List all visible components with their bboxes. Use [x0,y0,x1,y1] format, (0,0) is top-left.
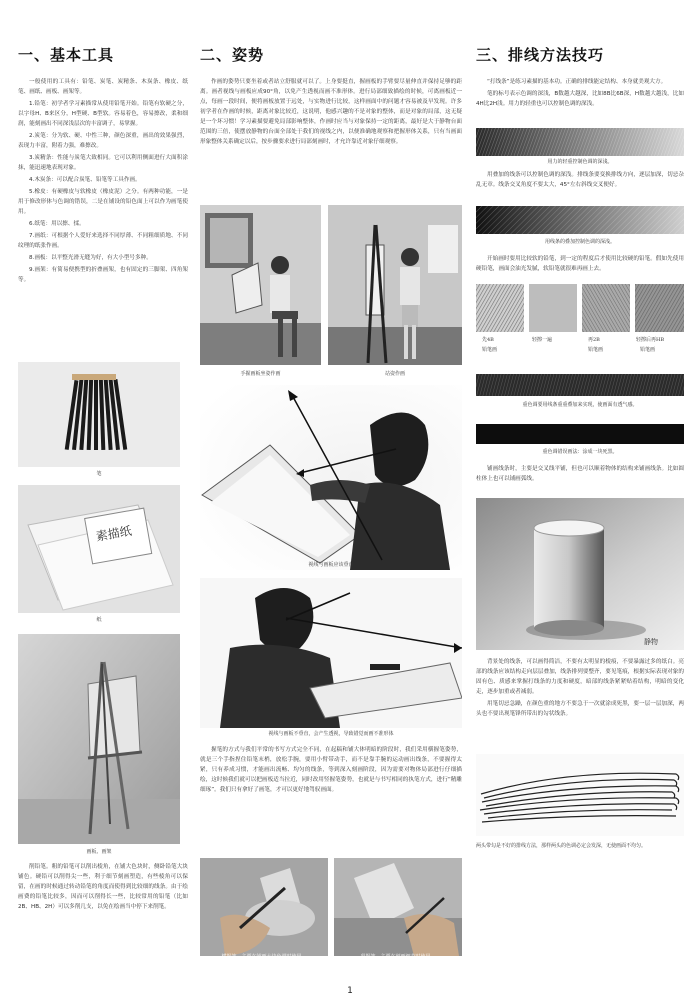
column-basic-tools [18,0,188,287]
column-hatching [476,0,684,111]
sketch-paper-illustration [18,485,180,613]
caption-horizontal-grip: 横握笔，主要在铺画大块色调时使用。 [221,954,307,960]
caption-dark-correct: 重色调要用线条重重叠加来实现，使画面有透气感。 [522,402,638,408]
caption-sitting: 手握画板坐姿作画 [240,371,281,377]
sitting-posture-illustration [200,205,321,365]
horizontal-grip-illustration [200,858,328,956]
step-swatches [476,284,684,332]
column-posture [200,0,462,149]
paragraph: “打线条”是练习素描的基本功。正确的排线能定结构、本身就美观大方。 [487,79,667,85]
step-labels [476,336,684,358]
sharpen-pencil-text [18,862,188,914]
paragraph: 作画的姿势只要坐着或者站立舒服就可以了。上身要挺直，握画板的手臂要尽量伸直并保持足够的距离。画者视线与画板应成90°角，以免产生透视而画不准形体。进行局部细致描绘的时候，可离画板近一点，每画一段时间，便将画板放置于远处，与实物进行比较，这样画面中的问题才容易被及早发现。许多初学者在作画的时候，距离对象比较近，这说明，他感兴趣的不是对象的整体，而是对象的局部，这无疑是一个坏习惯！学习素描要避免局部影响整体，作画时应当与对象保持一定的距离，最好是大于静物台面范围的三倍，使摆放静物的台面全部处于我们的视线之内，以便准确地观察和把握形体关系，只有当画面形象整体关系确定以后，按步骤要求进行局部刻画时，才允许靠近对象仔细观察。 [200,79,462,145]
paragraph: 4.木炭条：可以配合炭笔、铅笔等工具作画。 [29,177,141,183]
hook-strokes-drawing [476,754,684,836]
heading-basic-tools: 一、基本工具 [18,46,115,64]
hook-strokes-illustration [476,754,684,836]
paragraph: 7.画纸：可根据个人爱好来选择不同厚薄、不同粗细质地、不同纹理的纸张作画。 [18,233,188,249]
background-lines-text [476,657,684,721]
paragraph: 6.纸笔：用以擦、揉。 [29,221,85,227]
easel-illustration [18,634,180,844]
paragraph: 用叠加的线条可以控制色调的深浅。排线条要变换排线方向，逐层加深，切忌杂乱无章。线条交叉角度不要太大，45°左右斜线交叉便好。 [476,172,684,188]
caption-pencils: 笔 [96,471,102,477]
caption-easel: 画板、画架 [86,849,112,855]
basic-tools-text [18,77,188,285]
pressure-strip [476,128,684,156]
cylinder-text [476,464,684,486]
paragraph: 2.炭笔：分为软、硬、中性三种，颜色深重，画出的效果强烈，表现力丰富，附着力强，难擦改。 [18,133,188,149]
step-label: 轻擦后再HB [636,337,665,343]
caption-dark-wrong: 重色调错误画法：涂成一块死黑。 [542,449,618,455]
paragraph: 背景处的线条，可以画得简洁，不要有太明显的棱痕，不要暴露过多的纸白。亮部的线条应该结构走向层层叠加，线条排列要整齐，要见笔痕，根据实际表现对象的固有色、质感来掌握打线条的力度和硬度，暗部的线条紧紧贴着结构，明暗的变化走，逐步加重或者减弱。 [476,659,684,695]
step-label: 再2B [588,337,600,343]
caption-layering: 用线条的叠加控制色调的深浅。 [544,239,615,245]
layering-hatch-illustration [476,206,684,234]
paragraph: 5.橡皮：有硬橡皮与软橡皮（橡皮泥）之分。有两种功能，一是用于修改形体与色调的错误，二是在铺设的铅色面上可以作为画笔使用。 [18,189,188,215]
paragraph: 握笔的方式与我们平常的书写方式完全不同，在起稿和铺大体明暗的阶段时，我们采用横握笔姿势，就是三个手指捏住铅笔末梢，放松手腕，要用小臂带动手，而不是靠手腕的运动画出线条，不要握得太紧，只有养成习惯，才能画出流畅、均匀的线条，等到深入刻画阶段，因为需要对物体局部进行仔细描绘，这时候我们就可以把画板适当拉近，同时改用竖握笔姿势，也就是与书写相同的执笔方式，进行“精雕细琢”。我们只有拿好了画笔，才可以更好地驾驭画面。 [200,747,462,793]
pencils-illustration [18,362,180,467]
step-sub: 铅笔画 [588,347,604,353]
heading-hatching: 三、排线方法技巧 [476,46,605,64]
paragraph: 用笔切忌急躁，在颜色重的地方不要急于一次就涂成死黑，要一层一层加深，两头也不要出现笔锋所带出的勾状线条。 [476,701,684,717]
cylinder-drawing [476,498,684,650]
paragraph: 3.炭精条：性能与炭笔大致相同。它可以利用侧面进行大面积涂抹，能迅速地表现对象。 [18,155,188,171]
step-sub: 铅笔画 [640,347,656,353]
paragraph: 一般使用的工具有：铅笔、炭笔、炭精条、木炭条、橡皮、纸笔、画纸、画板、画架等。 [18,79,188,95]
paragraph: 开始画时要用比较软的铅笔，到一定的程度后才使用比较硬的铅笔。假如先使用硬铅笔，画面会油光发腻，软铅笔就很难再画上去。 [476,256,684,272]
not-perpendicular-illustration [200,578,462,728]
paragraph: 9.画架：有简易便携型的折叠画架，也有固定的三脚架、四角架等。 [18,267,188,283]
standing-posture-photo [328,205,462,365]
dark-tone-correct-strip [476,374,684,396]
step-label: 先4B [482,337,494,343]
caption-vertical-grip: 竖握笔，主要在刻画细节时使用。 [360,954,436,960]
dark-tone-wrong-strip [476,424,684,444]
caption-not-perpendicular: 视线与画板不垂直，会产生透视，导致错觉而画不准形体 [268,731,394,737]
vertical-grip-photo [334,858,462,956]
caption-hook-strokes: 两头带勾是不好的排线方法，那样两头的色调必定会发深，无使画面不均匀。 [476,843,647,849]
paragraph: 铺画线条时，主要是交叉线平铺，但也可以顺着物体的结构来铺画线条。比如圆柱体上也可以铺画弧线。 [476,466,684,482]
caption-standing: 站姿作画 [384,371,405,377]
easel-photo [18,634,180,844]
soft-hard-text [476,254,684,276]
paragraph: 削铅笔。粗的铅笔可以削出棱角，在铺大色块时，侧卧铅笔大块铺色。硬铅可以削得尖一些，利于细节刻画塑造，有些棱角可以保留，在画的时候通过转动铅笔的角度而使得到比较细的线条。由于绘画费的铅笔比较多，因而可以削得长一些，比较常用的铅笔（比如2B、HB、2H）可以多削几支，以免在绘画当中停下来削笔。 [18,864,188,910]
cylinder-illustration [476,498,684,650]
pencils-photo [18,362,180,467]
sitting-posture-photo [200,205,321,365]
svg-text:素描纸: 素描纸 [94,523,133,544]
caption-paper: 纸 [96,617,102,623]
paragraph: 8.画板：以平整光滑无缝为好，有大小型号多种。 [29,255,152,261]
vertical-grip-illustration [334,858,462,956]
page-number: 1 [347,986,353,996]
caption-pressure: 用力的轻重控制色调的深浅。 [547,159,613,165]
paragraph: 笔的标号表示色调的深浅，B数越大越深，比如8B比6B深，H数越大越浅，比如4H比2H浅。用力的轻重也可以控制色调的深浅。 [476,91,684,107]
paragraph: 1.铅笔：初学者学习素描常从使用铅笔开始。铅笔有软硬之分，以字母H、B来区分，H型硬、B型软。容易着色，容易擦改，柔和细润，能刻画出不同深浅层次的丰富调子，易掌握。 [18,101,188,127]
dark-tone-correct-illustration [476,374,684,396]
not-perpendicular-photo [200,578,462,728]
step-label: 轻擦一遍 [532,337,553,343]
layering-strip [476,206,684,234]
caption-perpendicular: 视线与画板应该垂直 [308,562,354,568]
pencil-grip-text [200,745,462,797]
pressure-hatch-illustration [476,128,684,156]
step-swatches-illustration [476,284,684,332]
standing-posture-illustration [328,205,462,365]
horizontal-grip-photo [200,858,328,956]
signature: 静物 [644,638,658,646]
paper-photo [18,485,180,613]
perpendicular-sight-illustration [200,385,462,570]
heading-posture: 二、姿势 [200,46,265,64]
perpendicular-sight-photo [200,385,462,570]
step-sub: 铅笔画 [482,347,498,353]
layering-text [476,170,684,192]
